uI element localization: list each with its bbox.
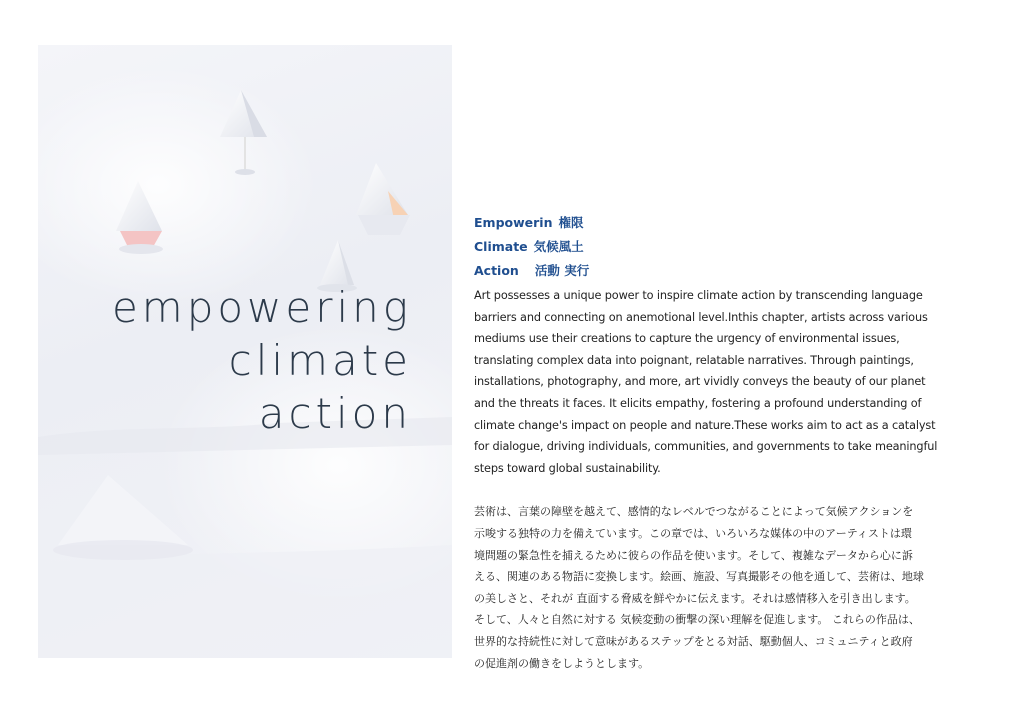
body-en-line: climate change's impact on people and nature.These works aim to act as a catalyst	[474, 418, 936, 432]
keyword-climate	[474, 235, 964, 259]
body-paragraph-en	[474, 285, 964, 479]
text-column	[474, 211, 964, 674]
hero-title-line-3: action	[258, 389, 412, 438]
keyword-en: Empowerin	[474, 215, 553, 230]
body-en-line: mediums use their creations to capture the urgency of environmental issues,	[474, 332, 900, 346]
body-en-line: and the threats it faces. It elicits empathy, fostering a profound understanding of	[474, 396, 922, 410]
hero-image-panel	[38, 45, 452, 658]
body-ja-line: 芸術は、言葉の障壁を越えて、感情的なレベルでつながることによって気候アクションを	[474, 505, 914, 519]
body-en-line: steps toward global sustainability.	[474, 461, 661, 475]
keyword-en: Climate	[474, 239, 528, 254]
body-ja-line: の美しさと、それが 直面する脅威を鮮やかに伝えます。それは感情移入を引き出します。	[474, 591, 916, 605]
hero-title-line-1: empowering	[111, 283, 412, 332]
body-paragraph-ja	[474, 501, 964, 674]
body-ja-line: える、関連のある物語に変換します。絵画、施設、写真撮影その他を通して、芸術は、地球	[474, 570, 924, 584]
body-en-line: Art possesses a unique power to inspire climate action by transcending language	[474, 289, 923, 302]
keyword-ja: 気候風土	[533, 239, 584, 254]
body-en-line: for dialogue, driving individuals, communities, and governments to take meaningful	[474, 440, 938, 454]
body-en-line: translating complex data into poignant, relatable narratives. Through paintings,	[474, 353, 914, 367]
keyword-ja: 活動 実行	[534, 263, 590, 278]
hero-title	[112, 281, 412, 440]
body-ja-line: 示唆する独特の力を備えています。この章では、いろいろな媒体の中のアーティストは環	[474, 526, 912, 540]
hero-title-line-2: climate	[228, 336, 412, 385]
keyword-ja: 権限	[558, 215, 584, 230]
body-en-line: barriers and connecting on anemotional level.Inthis chapter, artists across various	[474, 310, 928, 324]
keyword-en: Action	[474, 263, 519, 278]
body-en-line: installations, photography, and more, art vividly conveys the beauty of our planet	[474, 375, 926, 389]
body-ja-line: 境問題の緊急性を捕えるために彼らの作品を使います。そして、複雑なデータから心に訴	[474, 548, 913, 562]
body-ja-line: 世界的な持続性に対して意味があるステップをとる対話、駆動個人、コミュニティと政府	[474, 634, 913, 648]
keyword-empowering	[474, 211, 964, 235]
body-ja-line: そして、人々と自然に対する 気候変動の衝撃の深い理解を促進します。 これらの作品は、	[474, 613, 920, 627]
body-ja-line: の促進剤の働きをしようとします。	[474, 656, 650, 670]
keyword-action	[474, 259, 964, 283]
